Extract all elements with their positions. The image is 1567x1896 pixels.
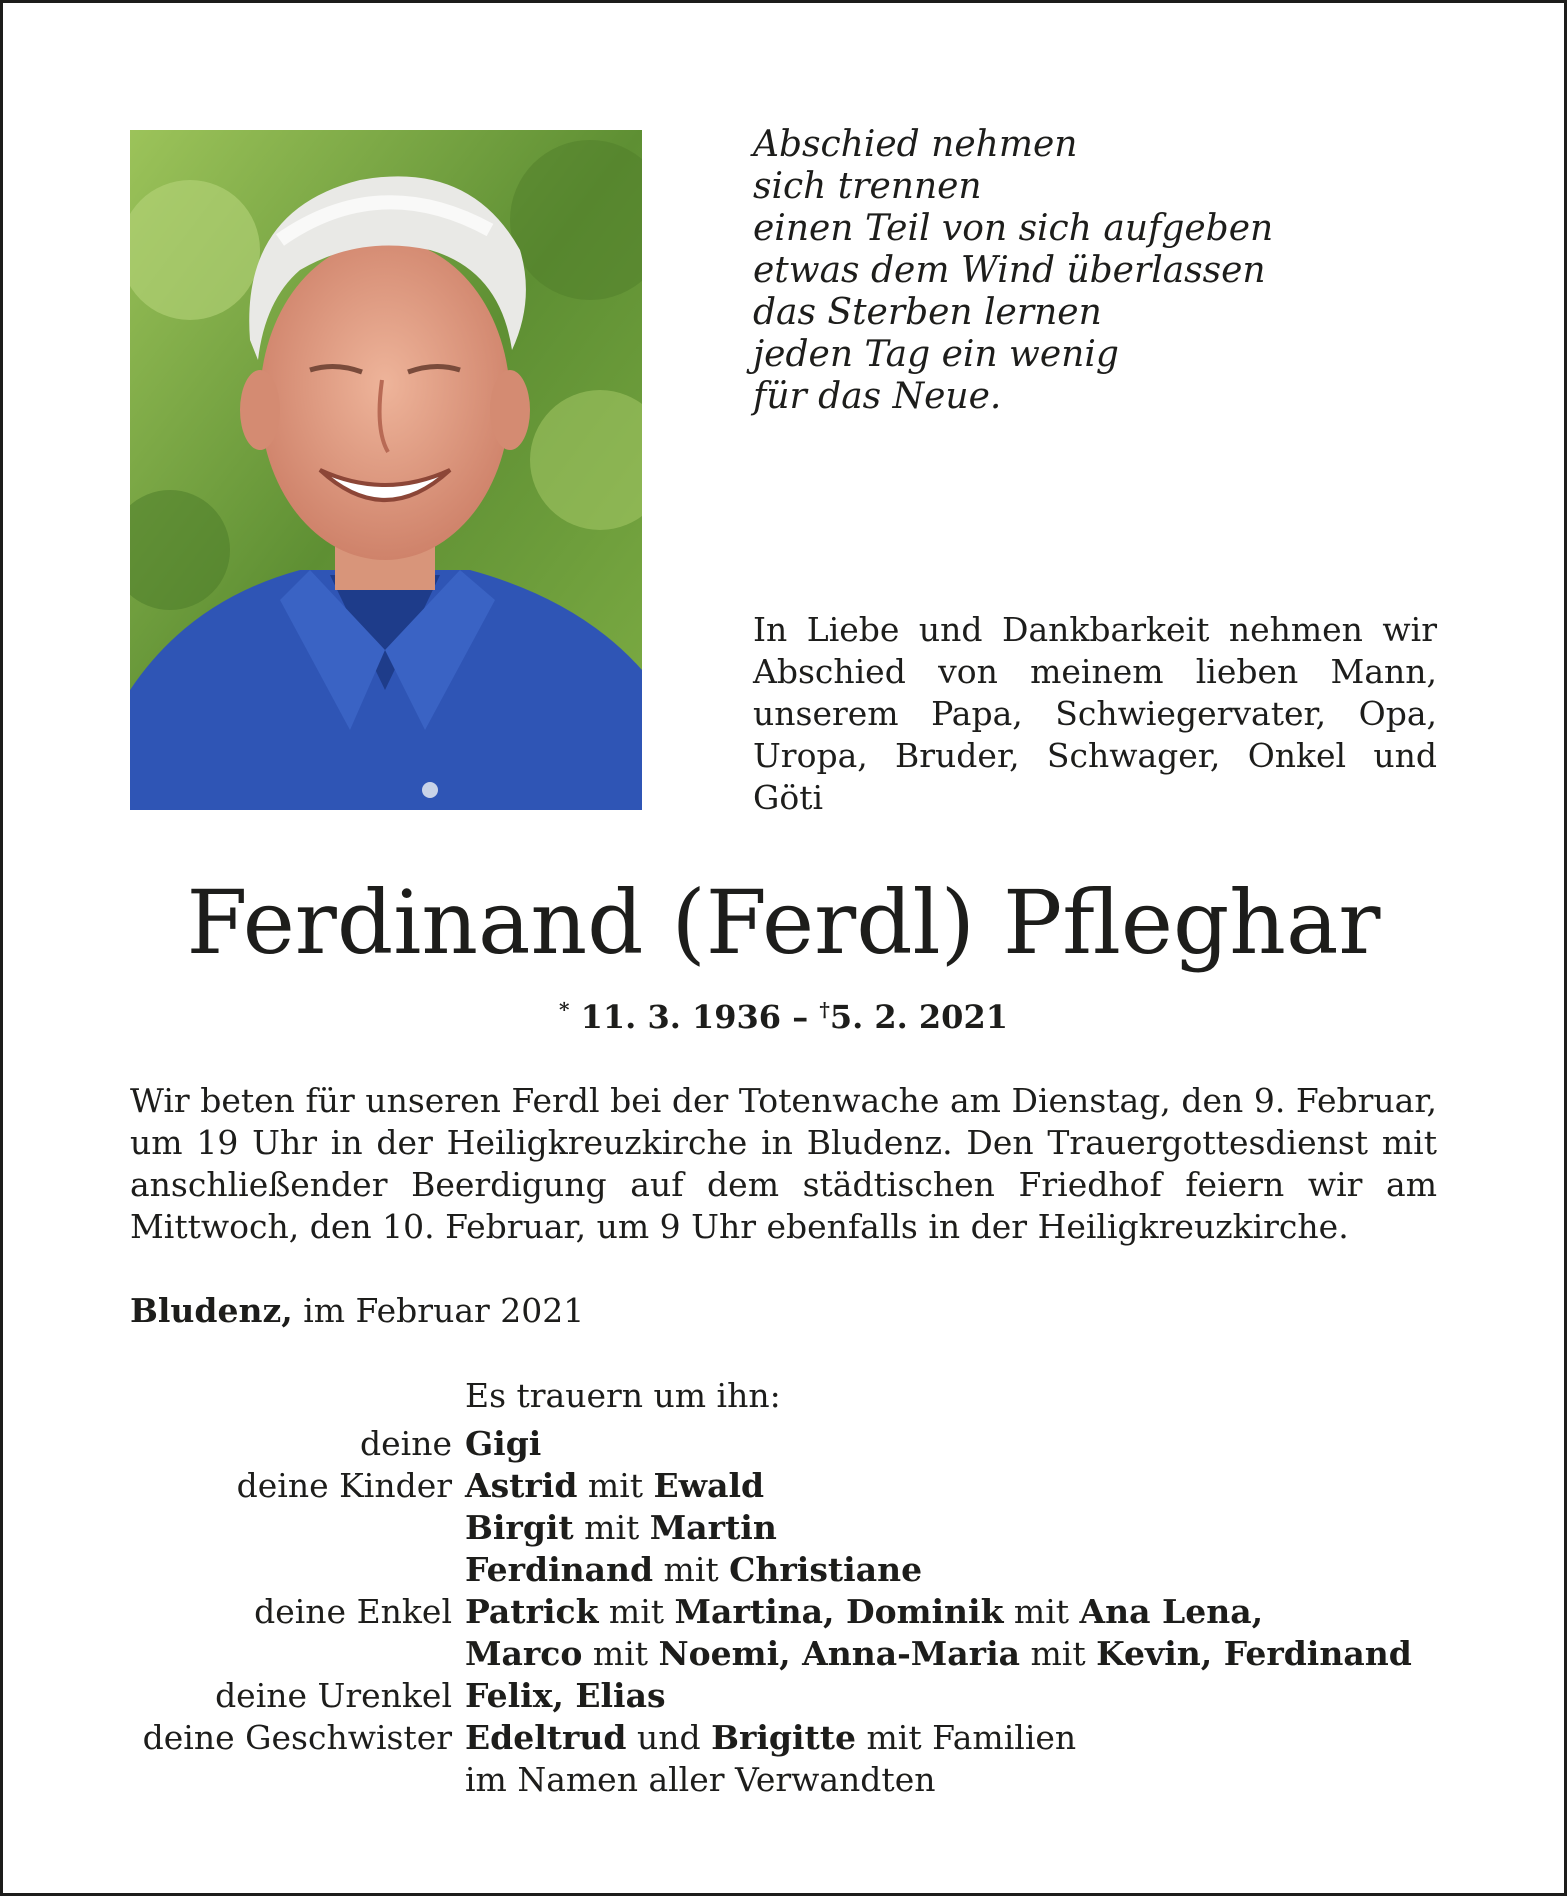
mourner-row [100, 1717, 1412, 1759]
farewell-intro: In Liebe und Dankbarkeit nehmen wir Abschied von meinem lieben Mann, unserem Papa, Schwiegervater, Opa, Uropa, Bruder, Schwager, Onkel und Göti [753, 610, 1437, 817]
poem-line: einen Teil von sich aufgeben [753, 208, 1274, 249]
mourner-connector: mit Familien [856, 1718, 1077, 1757]
mourner-names [465, 1507, 777, 1549]
mourner-connector: und [626, 1718, 712, 1757]
mourner-row [100, 1423, 1412, 1465]
mourner-connector: im Namen aller Verwandten [465, 1760, 936, 1799]
poem-line: jeden Tag ein wenig [753, 334, 1119, 375]
poem [753, 124, 1273, 418]
mourner-name: Martin [649, 1508, 777, 1547]
mourner-relation [100, 1759, 465, 1801]
mourner-row [100, 1549, 1412, 1591]
birth-symbol: * [559, 997, 570, 1022]
life-dates [0, 995, 1567, 1039]
mourner-relation [100, 1507, 465, 1549]
poem-line: etwas dem Wind überlassen [753, 250, 1266, 291]
mourner-connector: mit [598, 1592, 675, 1631]
mourner-name: Kevin, Ferdinand [1096, 1634, 1412, 1673]
mourner-row [100, 1591, 1412, 1633]
mourner-name: Ana Lena, [1079, 1592, 1264, 1631]
mourner-names [465, 1465, 764, 1507]
mourner-relation: deine Geschwister [142, 1718, 452, 1757]
poem-line: sich trennen [753, 166, 982, 207]
mourner-connector: mit [577, 1466, 654, 1505]
mourner-connector: mit [653, 1550, 730, 1589]
place-month: im Februar 2021 [303, 1291, 585, 1330]
place-city: Bludenz, [130, 1291, 293, 1330]
mourner-connector: mit [582, 1634, 659, 1673]
mourner-relation [100, 1633, 465, 1675]
mourner-name: Astrid [465, 1466, 578, 1505]
mourners-list [100, 1423, 1412, 1801]
mourner-name: Edeltrud [465, 1718, 627, 1757]
mourner-row [100, 1633, 1412, 1675]
mourner-relation [100, 1549, 465, 1591]
birth-date: 11. 3. 1936 [580, 998, 782, 1036]
portrait-illustration [130, 130, 642, 810]
poem-line: Abschied nehmen [753, 124, 1078, 165]
date-separator: – [792, 998, 809, 1036]
mourner-names [465, 1717, 1076, 1759]
mourner-name: Marco [465, 1634, 583, 1673]
mourner-names [465, 1423, 541, 1465]
mourner-name: Ferdinand [465, 1550, 654, 1589]
mourner-names [465, 1633, 1412, 1675]
place-date [130, 1290, 584, 1332]
deceased-name: Ferdinand (Ferdl) Pfleghar [186, 871, 1381, 974]
mourner-connector: mit [1020, 1634, 1097, 1673]
service-announcement: Wir beten für unseren Ferdl bei der Totenwache am Dienstag, den 9. Februar, um 19 Uhr in der Heiligkreuzkirche in Bludenz. Den Trauergottesdienst mit anschließender Beerdigung auf dem städtischen Friedhof feiern wir am Mittwoch, den 10. Februar, um 9 Uhr ebenfalls in der Heiligkreuzkirche. [130, 1081, 1437, 1246]
death-date: 5. 2. 2021 [829, 998, 1008, 1036]
mourners-heading: Es trauern um ihn: [465, 1376, 781, 1415]
mourner-name: Patrick [465, 1592, 599, 1631]
mourner-name: Christiane [729, 1550, 923, 1589]
mourner-name: Gigi [465, 1424, 542, 1463]
mourner-relation: deine Kinder [236, 1466, 452, 1505]
mourner-names [465, 1759, 935, 1801]
mourner-row [100, 1759, 1412, 1801]
poem-line: für das Neue. [753, 376, 1002, 417]
portrait-photo [130, 130, 642, 810]
mourner-name: Noemi, Anna-Maria [658, 1634, 1020, 1673]
mourner-connector: mit [1003, 1592, 1080, 1631]
mourner-row [100, 1675, 1412, 1717]
mourner-name: Birgit [465, 1508, 574, 1547]
mourner-names [465, 1675, 666, 1717]
mourner-name: Ewald [653, 1466, 765, 1505]
mourner-relation: deine [360, 1424, 452, 1463]
mourner-relation: deine Urenkel [215, 1676, 452, 1715]
death-symbol: † [819, 997, 830, 1022]
poem-line: das Sterben lernen [753, 292, 1102, 333]
mourner-name: Martina, Dominik [674, 1592, 1004, 1631]
mourner-names [465, 1591, 1263, 1633]
mourner-connector: mit [573, 1508, 650, 1547]
mourner-name: Felix, Elias [465, 1676, 666, 1715]
mourner-names [465, 1549, 922, 1591]
mourner-name: Brigitte [711, 1718, 857, 1757]
mourner-row [100, 1465, 1412, 1507]
mourner-row [100, 1507, 1412, 1549]
mourner-relation: deine Enkel [254, 1592, 452, 1631]
